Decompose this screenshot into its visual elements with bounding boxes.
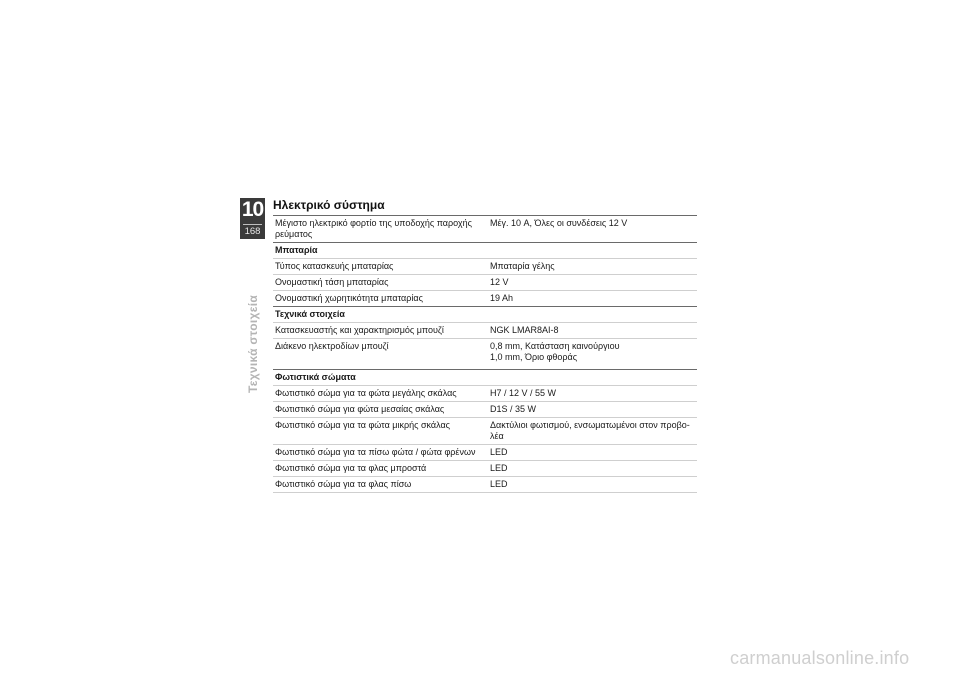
spec-row	[273, 258, 697, 274]
spec-label: Ονομαστική χωρητικότητα μπαταρίας	[275, 293, 423, 303]
bulbs-heading-row	[273, 369, 697, 385]
bulbs-heading: Φωτιστικά σώματα	[275, 372, 356, 382]
spec-row	[273, 215, 697, 242]
spec-label: Φωτιστικό σώμα για φώτα μεσαίας σκάλας	[275, 404, 445, 414]
spec-value-line: 1,0 mm, Όριο φθοράς	[489, 352, 578, 362]
chapter-number: 10	[241, 198, 264, 221]
tab-divider	[243, 224, 262, 225]
spec-label: Ονομαστική τάση μπαταρίας	[275, 277, 389, 287]
spec-row	[273, 444, 697, 460]
spec-value	[488, 339, 697, 365]
chapter-side-title: Τεχνικά στοιχεία	[246, 294, 260, 394]
spec-row	[273, 322, 697, 338]
spec-label: Τύπος κατασκευής μπαταρίας	[275, 261, 394, 271]
spec-label: Φωτιστικό σώμα για τα φώτα μεγάλης σκάλας	[275, 388, 457, 398]
battery-heading: Μπαταρία	[275, 245, 318, 255]
section-title: Ηλεκτρικό σύστημα	[273, 198, 385, 212]
page-number: 168	[244, 226, 261, 237]
spec-row	[273, 290, 697, 306]
battery-heading-row	[273, 242, 697, 258]
spec-label: Κατασκευαστής και χαρακτηρισμός μπουζί	[275, 325, 444, 335]
spec-value: LED	[489, 479, 508, 489]
spec-row	[273, 476, 697, 493]
spec-value: 19 Ah	[489, 293, 514, 303]
spec-row	[273, 385, 697, 401]
spec-label: Διάκενο ηλεκτροδίων μπουζί	[275, 341, 389, 351]
spec-value-line: 0,8 mm, Κατάσταση καινούργιου	[489, 341, 620, 351]
spec-value: Μέγ. 10 A, Όλες οι συνδέσεις 12 V	[489, 218, 628, 228]
spec-value: Μπαταρία γέλης	[489, 261, 555, 271]
spec-value: H7 / 12 V / 55 W	[489, 388, 557, 398]
spec-row	[273, 274, 697, 290]
spark-plugs-heading: Τεχνικά στοιχεία	[275, 309, 345, 319]
spec-label: Φωτιστικό σώμα για τα φλας πίσω	[275, 479, 412, 489]
spec-label: Μέγιστο ηλεκτρικό φορτίο της υποδοχής παροχής ρεύματος	[275, 218, 472, 239]
spec-row	[273, 401, 697, 417]
spec-value: LED	[489, 463, 508, 473]
spec-value: NGK LMAR8AI-8	[489, 325, 559, 335]
spec-value: D1S / 35 W	[489, 404, 536, 414]
spec-label: Φωτιστικό σώμα για τα φλας μπροστά	[275, 463, 427, 473]
spec-table	[273, 215, 697, 493]
spec-label: Φωτιστικό σώμα για τα πίσω φώτα / φώτα φρένων	[275, 447, 476, 457]
spec-row	[273, 338, 697, 369]
spark-plugs-heading-row	[273, 306, 697, 322]
spec-value: LED	[489, 447, 508, 457]
watermark: carmanualsonline.info	[730, 648, 910, 668]
spec-value: 12 V	[489, 277, 509, 287]
spec-row	[273, 417, 697, 444]
spec-row	[273, 460, 697, 476]
spec-value: Δακτύλιοι φωτισμού, ενσωματωμένοι στον προβο-λέα	[489, 420, 690, 441]
spec-label: Φωτιστικό σώμα για τα φώτα μικρής σκάλας	[275, 420, 451, 430]
